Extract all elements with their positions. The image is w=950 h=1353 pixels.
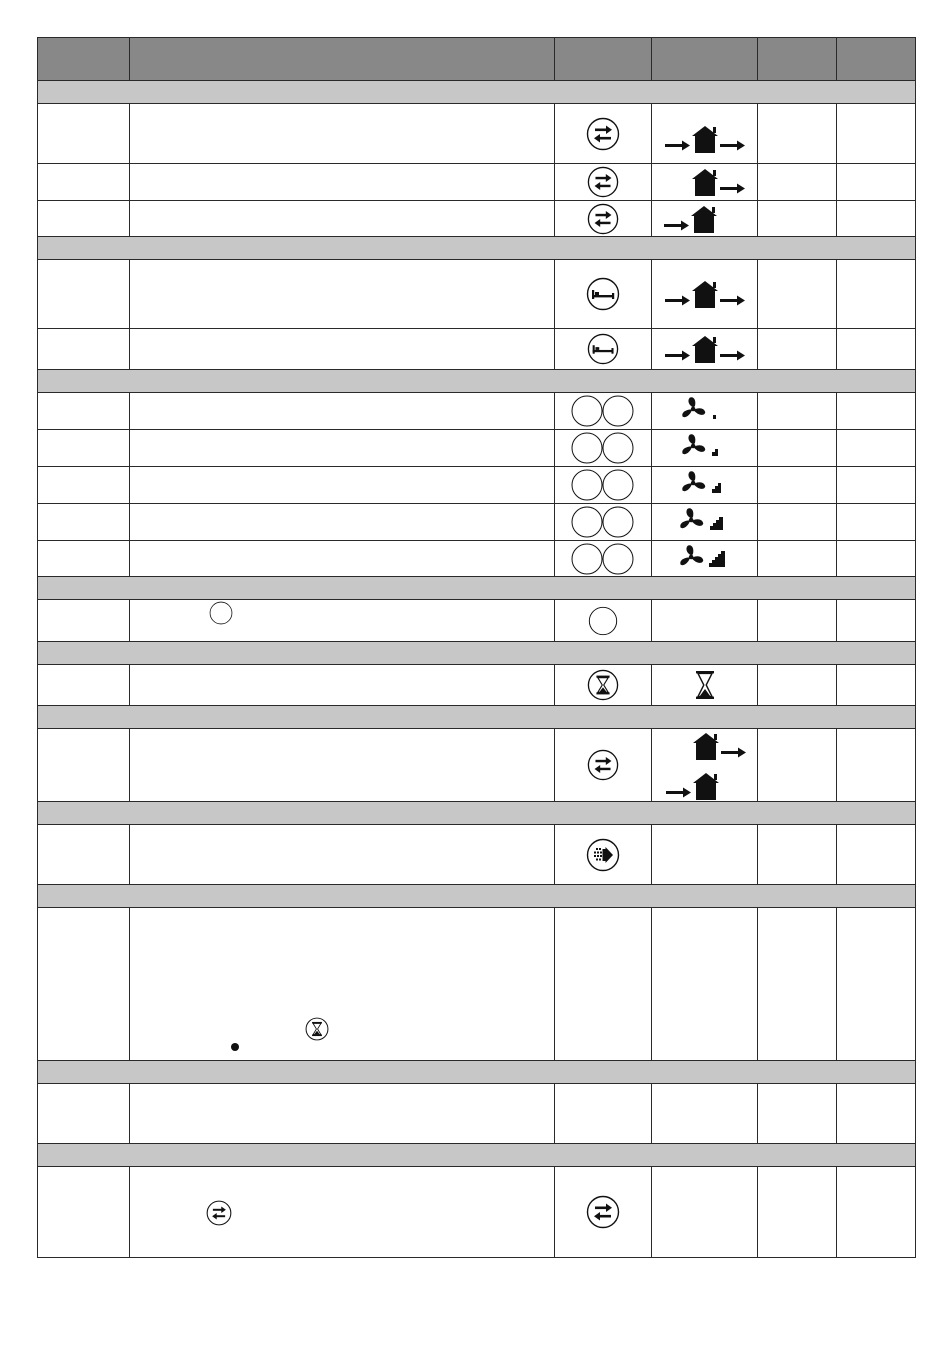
ventilation-exhaust-icon [664, 731, 748, 761]
table-row [38, 908, 916, 1061]
table-row [38, 104, 916, 164]
unlabeled-button-icon [209, 601, 233, 625]
exchange-mode-button-icon[interactable] [587, 203, 619, 235]
section-row [38, 1061, 916, 1084]
section-row [38, 370, 916, 393]
header-cell-6 [837, 38, 916, 81]
section-row [38, 81, 916, 104]
exchange-mode-button-icon[interactable] [586, 1195, 620, 1229]
unlabeled-button-icon[interactable] [571, 395, 635, 427]
table-row [38, 1084, 916, 1144]
section-row [38, 802, 916, 825]
table-row [38, 430, 916, 467]
night-mode-button-icon[interactable] [587, 333, 619, 365]
section-row [38, 577, 916, 600]
ventilation-supply-icon [662, 204, 746, 234]
fan-speed-icon [675, 433, 735, 463]
header-cell-5 [758, 38, 837, 81]
section-row [38, 642, 916, 665]
table-row [38, 164, 916, 201]
ventilation-in-out-icon [663, 124, 747, 154]
exchange-mode-button-icon[interactable] [587, 749, 619, 781]
section-row [38, 706, 916, 729]
table-row [38, 393, 916, 430]
table-row [38, 665, 916, 706]
table-header-row [38, 38, 916, 81]
header-cell-4 [652, 38, 758, 81]
fan-speed-icon [675, 470, 735, 500]
ventilation-exhaust-icon [663, 167, 747, 197]
header-cell-2 [130, 38, 555, 81]
unlabeled-button-icon[interactable] [571, 469, 635, 501]
table-row [38, 329, 916, 370]
table-row [38, 504, 916, 541]
table-row [38, 729, 916, 802]
section-row [38, 885, 916, 908]
header-cell-3 [555, 38, 652, 81]
ventilation-in-out-icon [663, 279, 747, 309]
night-mode-button-icon[interactable] [586, 277, 620, 311]
bullet-dot-icon [230, 1042, 240, 1052]
ventilation-in-out-icon [663, 334, 747, 364]
table-row [38, 825, 916, 885]
control-table [37, 37, 916, 1258]
exchange-mode-button-icon[interactable] [587, 166, 619, 198]
exchange-mode-button-icon[interactable] [586, 117, 620, 151]
exchange-mode-button-icon [206, 1200, 232, 1226]
timer-button-icon [305, 1017, 329, 1041]
unlabeled-button-icon[interactable] [571, 543, 635, 575]
filter-button-icon[interactable] [586, 838, 620, 872]
table-row [38, 600, 916, 642]
unlabeled-button-icon[interactable] [571, 432, 635, 464]
fan-speed-icon [675, 544, 735, 574]
header-cell-1 [38, 38, 130, 81]
ventilation-supply-icon [664, 771, 748, 801]
timer-button-icon[interactable] [587, 669, 619, 701]
section-row [38, 1144, 916, 1167]
unlabeled-button-icon[interactable] [571, 506, 635, 538]
fan-speed-icon [675, 507, 735, 537]
table-row [38, 541, 916, 577]
timer-hourglass-icon [694, 670, 716, 700]
table-row [38, 260, 916, 329]
section-row [38, 237, 916, 260]
fan-speed-icon [675, 396, 735, 426]
table-row [38, 467, 916, 504]
table-row [38, 201, 916, 237]
table-row [38, 1167, 916, 1258]
unlabeled-button-icon[interactable] [588, 606, 618, 636]
